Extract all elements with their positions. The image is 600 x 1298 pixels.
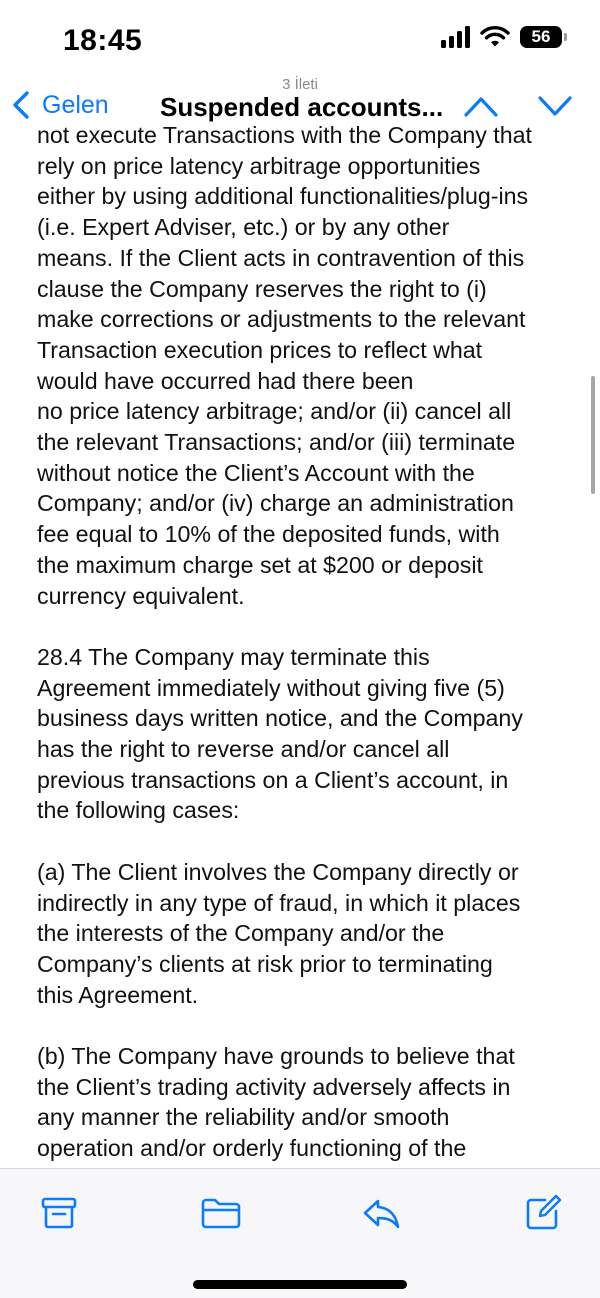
archive-button[interactable] [39, 1193, 79, 1233]
back-label: Gelen [42, 90, 109, 119]
reply-icon [361, 1193, 401, 1233]
chevron-up-icon[interactable] [462, 94, 500, 118]
status-bar [0, 0, 600, 70]
body-paragraph: (b) The Company have grounds to believe that the Client’s trading activity adversely affects in any manner the reliability and/or smooth operation and/or orderly functioning of the [37, 1043, 515, 1162]
bottom-toolbar [0, 1168, 600, 1298]
body-paragraph: not execute Transactions with the Company that rely on price latency arbitrage opportunities either by using additional functionalities/plug-ins (i.e. Expert Adviser, etc.) or by any other means. If the Client acts in contravention of this clause the Company reserves the right to (i) make corrections or adjustments to the relevant Transaction execution prices to reflect what would have occurred had there been no price latency arbitrage; and/or (ii) cancel all the relevant Transactions; and/or (iii) terminate without notice the Client’s Account with the Company; and/or (iv) charge an administration fee equal to 10% of the deposited funds, with the maximum charge set at $200 or deposit currency equivalent. [37, 122, 532, 609]
cellular-signal-icon [441, 26, 470, 48]
battery-indicator: 56 [520, 26, 562, 48]
compose-button[interactable] [523, 1193, 563, 1233]
archive-icon [39, 1193, 79, 1233]
chevron-left-icon [10, 90, 32, 120]
wifi-icon [480, 26, 510, 48]
status-icons [441, 26, 562, 48]
message-body[interactable] [0, 122, 600, 1168]
body-paragraph: (a) The Client involves the Company directly or indirectly in any type of fraud, in which it places the interests of the Company and/or the Company’s clients at risk prior to terminating this Agreement. [37, 858, 521, 1008]
reply-button[interactable] [361, 1193, 401, 1233]
chevron-down-icon[interactable] [536, 94, 574, 118]
scrollbar[interactable] [591, 376, 595, 494]
body-paragraph: 28.4 The Company may terminate this Agreement immediately without giving five (5) business days written notice, and the Company has the right to reverse and/or cancel all previous transactions on a Client’s account, in the following cases: [37, 643, 523, 824]
compose-icon [523, 1193, 563, 1233]
message-subject: Suspended accounts... [160, 92, 444, 122]
message-navigation [462, 94, 574, 118]
back-button[interactable] [10, 90, 109, 120]
home-indicator[interactable] [193, 1280, 407, 1289]
message-text [37, 120, 577, 1164]
status-time: 18:45 [63, 24, 143, 57]
thread-count: 3 İleti [282, 76, 318, 93]
move-to-folder-button[interactable] [200, 1193, 242, 1233]
folder-icon [200, 1193, 242, 1233]
